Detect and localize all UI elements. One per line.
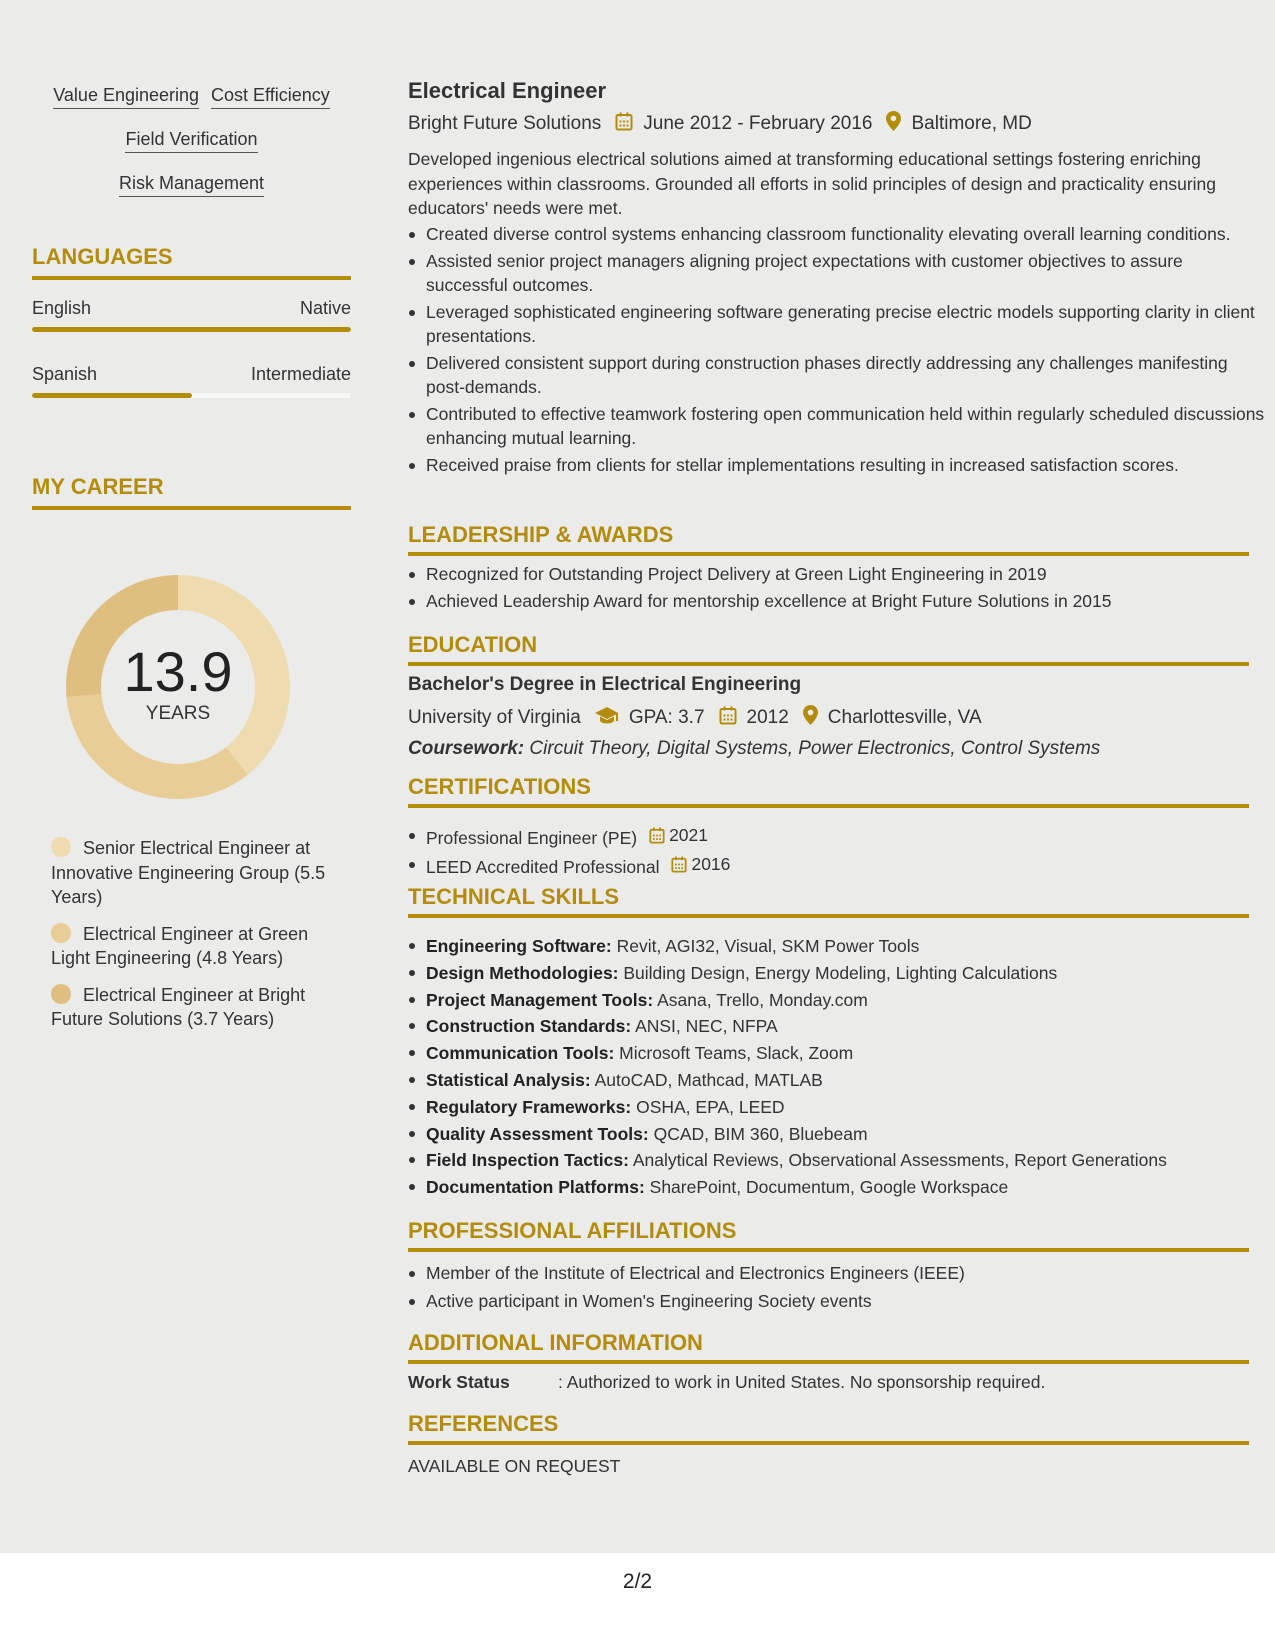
language-level: Native <box>299 298 351 318</box>
certification-name: LEED Accredited Professional <box>426 857 660 877</box>
leadership-heading: LEADERSHIP & AWARDS <box>408 522 1249 556</box>
skill-values: Building Design, Energy Modeling, Lighting Calculations <box>623 962 1058 983</box>
skill-tag: Field Verification <box>125 128 257 153</box>
technical-skill-item <box>426 987 1267 1014</box>
languages-heading: LANGUAGES <box>32 244 351 280</box>
language-proficiency-fill <box>32 327 351 332</box>
technical-skill-item <box>426 960 1267 987</box>
career-legend-label: Electrical Engineer at Green Light Engineering (4.8 Years) <box>51 923 309 968</box>
legend-dot-icon <box>51 984 71 1004</box>
career-legend-item <box>51 983 341 1032</box>
skill-category: Regulatory Frameworks: <box>426 1096 632 1117</box>
language-level: Intermediate <box>250 364 351 384</box>
education-year: 2012 <box>746 707 789 728</box>
skill-values: Asana, Trello, Monday.com <box>657 989 868 1010</box>
legend-dot-icon <box>51 837 71 857</box>
career-legend-item <box>51 922 341 971</box>
skill-category: Quality Assessment Tools: <box>426 1123 649 1144</box>
job-meta <box>408 111 1032 137</box>
certifications-list <box>408 823 1267 880</box>
education-meta <box>408 705 1249 731</box>
skill-values: QCAD, BIM 360, Bluebeam <box>653 1123 868 1144</box>
skill-values: Microsoft Teams, Slack, Zoom <box>619 1043 854 1064</box>
language-row <box>32 298 351 319</box>
education-school: University of Virginia <box>408 707 581 728</box>
technical-skills-list <box>408 933 1267 1201</box>
skill-values: Revit, AGI32, Visual, SKM Power Tools <box>616 936 920 956</box>
location-pin-icon <box>886 111 901 137</box>
language-proficiency-bar <box>32 393 351 398</box>
skill-values: OSHA, EPA, LEED <box>636 1096 785 1117</box>
leadership-item: Achieved Leadership Award for mentorship excellence at Bright Future Solutions in 2015 <box>426 589 1267 614</box>
certification-year: 2016 <box>691 854 731 875</box>
certification-date <box>671 852 730 877</box>
work-status-label: Work Status <box>408 1372 510 1392</box>
job-bullet: Contributed to effective teamwork fostering open communication held within regularly scheduled discussions enhancing mutual learning. <box>426 402 1267 451</box>
career-legend-item <box>51 836 341 910</box>
career-total-value: 13.9 <box>123 640 233 703</box>
work-status-value: : Authorized to work in United States. No sponsorship required. <box>558 1372 1046 1392</box>
technical-skill-item <box>426 1067 1267 1094</box>
job-company: Bright Future Solutions <box>408 113 602 134</box>
skill-category: Communication Tools: <box>426 1043 615 1064</box>
skill-category: Documentation Platforms: <box>426 1177 645 1198</box>
technical-skill-item <box>426 1040 1267 1067</box>
education-block <box>408 674 1249 760</box>
technical-skill-item <box>426 1013 1267 1040</box>
technical-skill-item <box>426 933 1267 960</box>
job-bullet: Assisted senior project managers aligning project expectations with customer objectives to assure successful outcomes. <box>426 249 1267 298</box>
leadership-list <box>408 562 1267 613</box>
certification-item <box>426 852 1267 879</box>
skill-tag: Value Engineering <box>53 84 199 109</box>
coursework-label: Coursework: <box>408 738 525 759</box>
certifications-heading: CERTIFICATIONS <box>408 774 1249 808</box>
language-row <box>32 364 351 385</box>
skill-tag: Risk Management <box>119 172 264 197</box>
language-proficiency-fill <box>32 393 192 398</box>
affiliation-item: Active participant in Women's Engineering Society events <box>426 1289 1267 1314</box>
career-heading: MY CAREER <box>32 474 351 510</box>
location-pin-icon <box>803 705 818 731</box>
job-bullets <box>408 222 1267 479</box>
career-legend-label: Electrical Engineer at Bright Future Solutions (3.7 Years) <box>51 984 306 1029</box>
certification-item <box>426 823 1267 850</box>
job-bullet: Created diverse control systems enhancing classroom functionality elevating overall learning conditions. <box>426 222 1267 247</box>
technical-skills-heading: TECHNICAL SKILLS <box>408 884 1249 918</box>
affiliation-item: Member of the Institute of Electrical and Electronics Engineers (IEEE) <box>426 1261 1267 1286</box>
calendar-icon <box>615 112 633 137</box>
coursework-list: Circuit Theory, Digital Systems, Power Electronics, Control Systems <box>529 738 1101 759</box>
skills-tags <box>32 84 351 216</box>
affiliations-list <box>408 1261 1267 1313</box>
technical-skill-item <box>426 1174 1267 1201</box>
education-gpa: GPA: 3.7 <box>628 707 705 728</box>
language-name: Spanish <box>32 364 98 384</box>
skill-values: SharePoint, Documentum, Google Workspace <box>649 1177 1009 1198</box>
job-title: Electrical Engineer <box>408 78 607 103</box>
job-bullet: Delivered consistent support during construction phases directly addressing any challenges manifesting post-demands. <box>426 351 1267 400</box>
skill-category: Design Methodologies: <box>426 962 619 983</box>
education-heading: EDUCATION <box>408 632 1249 666</box>
career-total <box>66 575 290 799</box>
skill-category: Project Management Tools: <box>426 989 654 1010</box>
skill-category: Engineering Software: <box>426 936 612 956</box>
certification-year: 2021 <box>669 825 709 845</box>
calendar-icon <box>719 706 737 731</box>
education-coursework <box>408 738 1249 760</box>
calendar-icon <box>649 827 665 844</box>
language-name: English <box>32 298 92 318</box>
job-bullet: Received praise from clients for stellar implementations resulting in increased satisfaction scores. <box>426 453 1267 478</box>
calendar-icon <box>671 856 687 873</box>
job-bullet: Leveraged sophisticated engineering software generating precise electric models supporting clarity in client presentations. <box>426 300 1267 349</box>
skill-category: Field Inspection Tactics: <box>426 1150 629 1171</box>
skill-category: Statistical Analysis: <box>426 1069 591 1090</box>
certification-name: Professional Engineer (PE) <box>426 827 638 848</box>
skill-tag: Cost Efficiency <box>211 84 330 109</box>
language-proficiency-bar <box>32 327 351 332</box>
graduation-cap-icon <box>595 706 619 730</box>
skill-values: Analytical Reviews, Observational Assessments, Report Generations <box>632 1150 1167 1171</box>
career-total-unit: YEARS <box>145 703 211 724</box>
skill-values: ANSI, NEC, NFPA <box>635 1016 778 1037</box>
career-legend <box>51 836 341 1044</box>
technical-skill-item <box>426 1094 1267 1121</box>
career-legend-label: Senior Electrical Engineer at Innovative Engineering Group (5.5 Years) <box>51 838 326 907</box>
page-footer <box>0 1553 1275 1650</box>
job-description: Developed ingenious electrical solutions aimed at transforming educational settings fostering enriching experiences within classrooms. Grounded all efforts in solid principles of design and practicality ensuring educators' needs were met. <box>408 149 1217 218</box>
technical-skill-item <box>426 1121 1267 1148</box>
job-dates: June 2012 - February 2016 <box>643 113 873 134</box>
additional-info-heading: ADDITIONAL INFORMATION <box>408 1330 1249 1364</box>
page-number: 2/2 <box>622 1570 653 1593</box>
technical-skill-item <box>426 1147 1267 1174</box>
references-text: AVAILABLE ON REQUEST <box>408 1456 621 1476</box>
leadership-item: Recognized for Outstanding Project Delivery at Green Light Engineering in 2019 <box>426 562 1267 587</box>
certification-date <box>649 823 708 848</box>
education-location: Charlottesville, VA <box>827 707 982 728</box>
skill-category: Construction Standards: <box>426 1016 632 1037</box>
work-status-row <box>408 1372 1249 1393</box>
affiliations-heading: PROFESSIONAL AFFILIATIONS <box>408 1218 1249 1252</box>
education-degree: Bachelor's Degree in Electrical Engineering <box>408 674 802 695</box>
job-location: Baltimore, MD <box>911 113 1032 134</box>
skill-values: AutoCAD, Mathcad, MATLAB <box>594 1069 823 1090</box>
references-heading: REFERENCES <box>408 1411 1249 1445</box>
legend-dot-icon <box>51 923 71 943</box>
